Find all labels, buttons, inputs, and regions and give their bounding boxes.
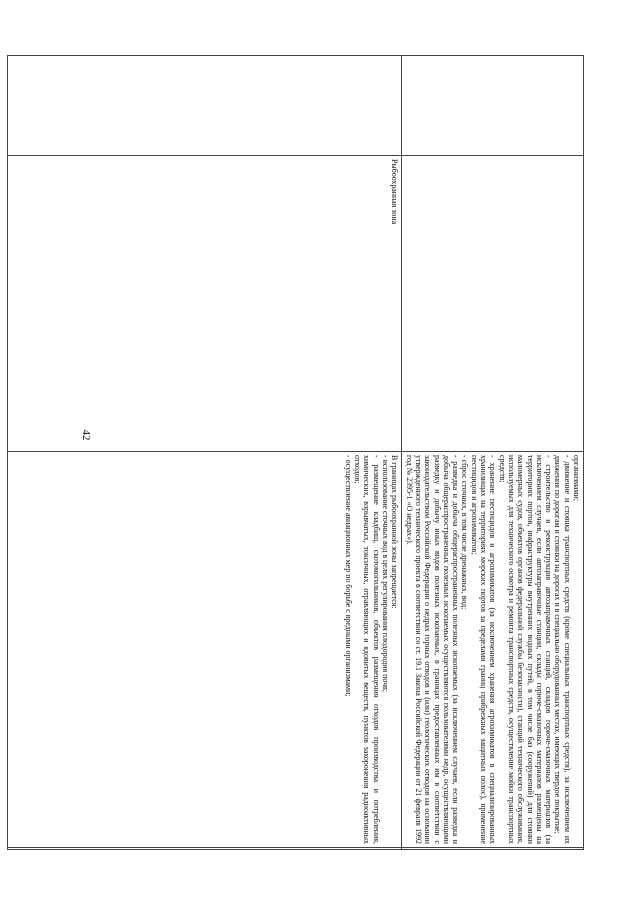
restriction-line: - строительство и реконструкция автозаправочных станций, складов горюче-смазочных материалов (за исключением случаев, если автозаправочные станции, склады горюче-смазочных материалов размещены на территориях портов, инфраструктуры внутренних водных путей, в том числе баз (сооружений) для стоянки маломерных судов, объектов органов федеральной службы безопасности), станций технического обслуживания, используемых для технического осмотра и ремонта транспортных средств, осуществление мойки транспортных средств; — [497, 455, 554, 844]
restriction-line: - осуществление авиационных мер по борьбе с вредными организмами; — [343, 455, 353, 697]
document-cell — [402, 848, 584, 850]
restriction-line: В границах рыбоохранной зоны запрещается: — [390, 455, 400, 609]
page-number: 42 — [80, 429, 92, 441]
restriction-line: организмами; — [572, 455, 581, 501]
document-cell — [8, 848, 402, 850]
restriction-line: - использование сточных вод в целях регулирования плодородия почв; — [381, 455, 391, 692]
restriction-line: - размещение кладбищ, скотомогильников, объектов размещения отходов производства и потребления, химических, взрывчатых, токсичных, отравляющих и ядовитых веществ, пунктов захоронения радиоактивных отходов; — [353, 455, 381, 844]
zone-name-cell: Рыбоохранная зона — [8, 156, 402, 452]
restriction-line: - движение и стоянка транспортных средств (кроме специальных транспортных средств), за исключением их движения по дорогам и стоянки на дорогах и в специально оборудованных местах, имеющих твердое покрытие; — [553, 455, 572, 844]
table-row — [8, 56, 402, 850]
zone-name-cell — [402, 156, 584, 452]
table-row — [402, 56, 584, 850]
row-number-cell — [8, 56, 402, 156]
row-number-cell — [402, 56, 584, 156]
restrictions-cell — [402, 452, 584, 848]
restriction-line: - хранение пестицидов и агрохимикатов (за исключением хранения агрохимикатов в специализированных хранилищах на территориях морских портов за пределами границ прибрежных защитных полос), применение пестицидов и агрохимикатов; — [469, 455, 498, 844]
zones-table — [7, 55, 584, 850]
restrictions-cell — [8, 452, 402, 848]
restriction-line: - разведка и добыча общераспространенных полезных ископаемых (за исключением случаев, если разведка и добыча общераспространенных полезных ископаемых осуществляются пользователями недр, осуществляющими разведку и добычу иных видов полезных ископаемых, в границах предоставленных им в соответствии с законодательством Российской Федерации о недрах горных отводов и (или) геологических отводов на основании утвержденного технического проекта в соответствии со ст. 19.1 Закона Российской Федерации от 21 февраля 1992 год № 2395-1 «О недрах»). — [404, 455, 461, 844]
restriction-line: - сброс сточных, в том числе дренажных, вод; — [460, 455, 470, 610]
rotated-table-container — [64, 55, 584, 850]
